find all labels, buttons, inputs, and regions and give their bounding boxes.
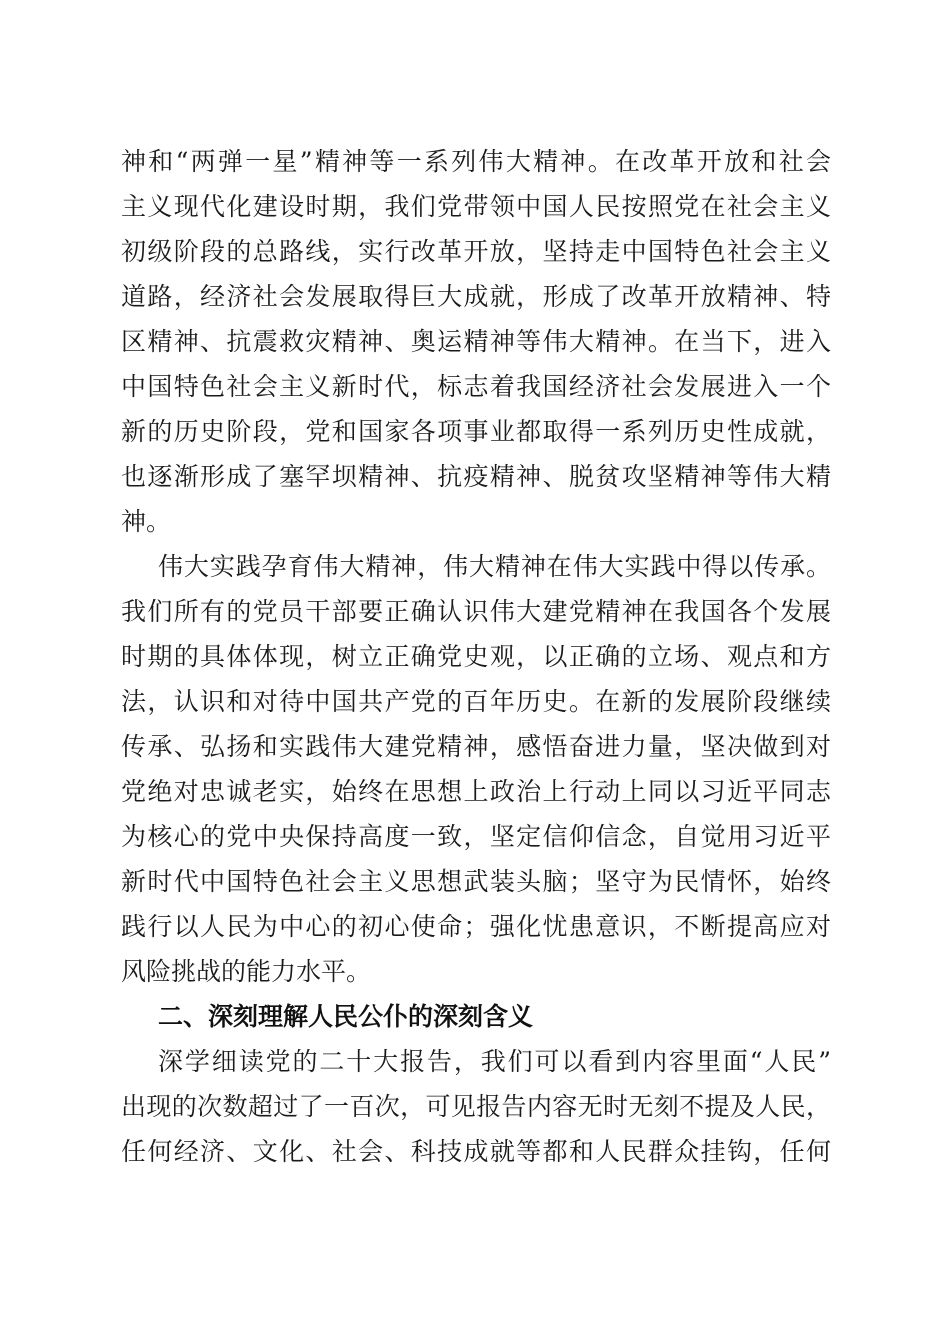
paragraph-1-line-2: 主义现代化建设时期，我们党带领中国人民按照党在社会主义 bbox=[121, 192, 831, 221]
paragraph-1-line-7: 新的历史阶段，党和国家各项事业都取得一系列历史性成就， bbox=[121, 417, 831, 446]
paragraph-2-line-7: 为核心的党中央保持高度一致，坚定信仰信念，自觉用习近平 bbox=[121, 822, 831, 851]
section-heading: 二、深刻理解人民公仆的深刻含义 bbox=[158, 1002, 534, 1031]
paragraph-1-line-4: 道路，经济社会发展取得巨大成就，形成了改革开放精神、特 bbox=[121, 282, 831, 311]
paragraph-2-line-1: 伟大实践孕育伟大精神，伟大精神在伟大实践中得以传承。 bbox=[158, 552, 831, 581]
paragraph-2-line-5: 传承、弘扬和实践伟大建党精神，感悟奋进力量，坚决做到对 bbox=[121, 732, 831, 761]
paragraph-2-line-10: 风险挑战的能力水平。 bbox=[121, 957, 372, 986]
paragraph-2-line-2: 我们所有的党员干部要正确认识伟大建党精神在我国各个发展 bbox=[121, 597, 831, 626]
paragraph-3-line-1: 深学细读党的二十大报告，我们可以看到内容里面“人民” bbox=[158, 1047, 831, 1076]
paragraph-2-line-3: 时期的具体体现，树立正确党史观，以正确的立场、观点和方 bbox=[121, 642, 831, 671]
paragraph-3-line-2: 出现的次数超过了一百次，可见报告内容无时无刻不提及人民， bbox=[121, 1092, 831, 1121]
paragraph-1-line-5: 区精神、抗震救灾精神、奥运精神等伟大精神。在当下，进入 bbox=[121, 327, 831, 356]
paragraph-1-line-9: 神。 bbox=[121, 507, 172, 536]
paragraph-1-line-1: 神和“两弹一星”精神等一系列伟大精神。在改革开放和社会 bbox=[121, 147, 831, 176]
paragraph-2-line-9: 践行以人民为中心的初心使命；强化忧患意识，不断提高应对 bbox=[121, 912, 831, 941]
paragraph-3-line-3: 任何经济、文化、社会、科技成就等都和人民群众挂钩，任何 bbox=[121, 1137, 831, 1166]
paragraph-1-line-6: 中国特色社会主义新时代，标志着我国经济社会发展进入一个 bbox=[121, 372, 831, 401]
paragraph-2-line-6: 党绝对忠诚老实，始终在思想上政治上行动上同以习近平同志 bbox=[121, 777, 831, 806]
paragraph-1-line-8: 也逐渐形成了塞罕坝精神、抗疫精神、脱贫攻坚精神等伟大精 bbox=[121, 462, 831, 491]
paragraph-2-line-8: 新时代中国特色社会主义思想武装头脑；坚守为民情怀，始终 bbox=[121, 867, 831, 896]
paragraph-2-line-4: 法，认识和对待中国共产党的百年历史。在新的发展阶段继续 bbox=[121, 687, 831, 716]
paragraph-1-line-3: 初级阶段的总路线，实行改革开放，坚持走中国特色社会主义 bbox=[121, 237, 831, 266]
